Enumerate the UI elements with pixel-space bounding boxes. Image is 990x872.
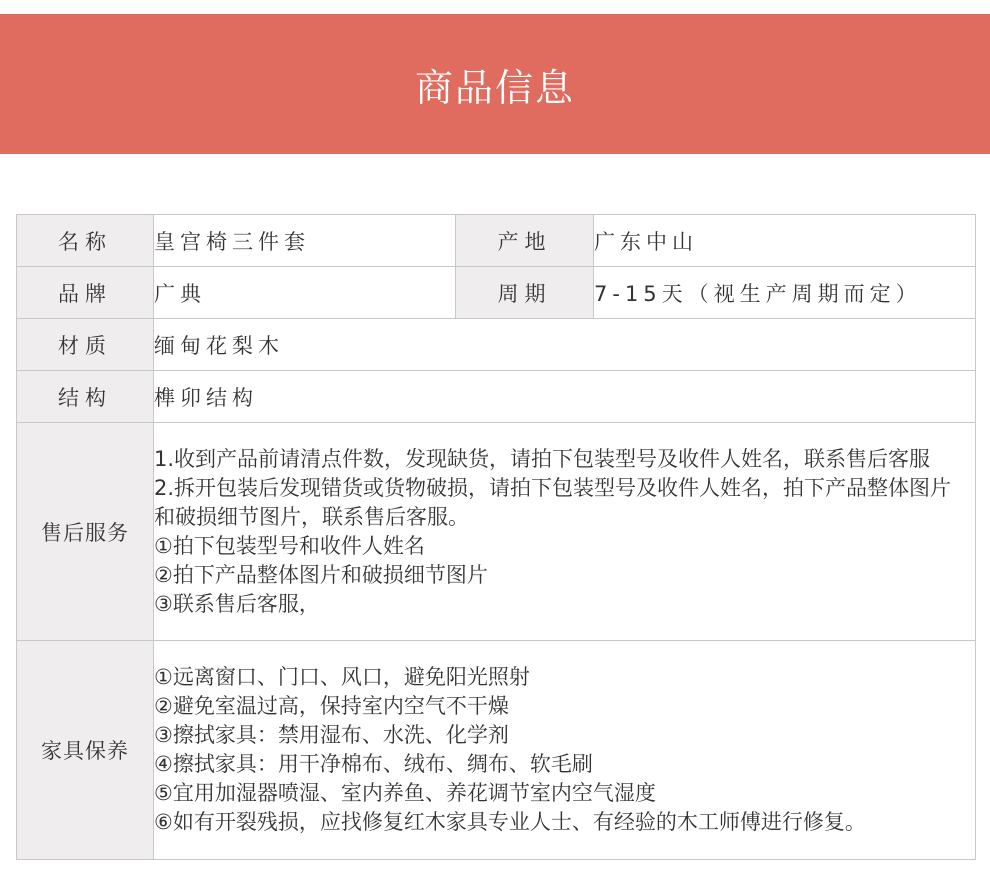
after-sales-line: ③联系售后客服， <box>154 591 320 616</box>
maintenance-line: ⑥如有开裂残损，应找修复红木家具专业人士、有经验的木工师傅进行修复。 <box>154 810 866 834</box>
page-title: 商品信息 <box>414 65 575 110</box>
product-info-table <box>16 214 976 860</box>
maintenance-line: ②避免室温过高，保持室内空气不干燥 <box>154 694 509 718</box>
after-sales-label: 售后服务 <box>17 423 154 641</box>
row-name <box>17 215 976 267</box>
material-value: 缅甸花梨木 <box>154 319 976 371</box>
maintenance-line: ③擦拭家具：禁用湿布、水洗、化学剂 <box>154 723 509 747</box>
row-brand <box>17 267 976 319</box>
maintenance-line: ④擦拭家具：用干净棉布、绒布、绸布、软毛刷 <box>154 752 593 776</box>
origin-label: 产地 <box>456 215 594 267</box>
after-sales-line: 和破损细节图片，联系售后客服。 <box>154 504 469 529</box>
brand-label: 品牌 <box>17 267 154 319</box>
structure-label: 结构 <box>17 371 154 423</box>
period-value: 7-15天（视生产周期而定） <box>594 267 976 319</box>
material-label: 材质 <box>17 319 154 371</box>
row-material <box>17 319 976 371</box>
structure-value: 榫卯结构 <box>154 371 976 423</box>
after-sales-line: ①拍下包装型号和收件人姓名 <box>154 533 425 558</box>
brand-value: 广典 <box>154 267 456 319</box>
after-sales-content <box>154 423 976 641</box>
header-banner <box>0 14 990 154</box>
maintenance-content <box>154 641 976 860</box>
after-sales-line: ②拍下产品整体图片和破损细节图片 <box>154 562 488 587</box>
row-after-sales <box>17 423 976 641</box>
maintenance-label: 家具保养 <box>17 641 154 860</box>
after-sales-line: 2.拆开包装后发现错货或货物破损，请拍下包装型号及收件人姓名，拍下产品整体图片 <box>154 475 952 500</box>
name-value: 皇宫椅三件套 <box>154 215 456 267</box>
after-sales-line: 1.收到产品前请清点件数，发现缺货，请拍下包装型号及收件人姓名，联系售后客服 <box>154 446 931 471</box>
maintenance-line: ①远离窗口、门口、风口，避免阳光照射 <box>154 665 530 689</box>
row-structure <box>17 371 976 423</box>
row-maintenance <box>17 641 976 860</box>
name-label: 名称 <box>17 215 154 267</box>
period-label: 周期 <box>456 267 594 319</box>
maintenance-line: ⑤宜用加湿器喷湿、室内养鱼、养花调节室内空气湿度 <box>154 781 656 805</box>
origin-value: 广东中山 <box>594 215 976 267</box>
